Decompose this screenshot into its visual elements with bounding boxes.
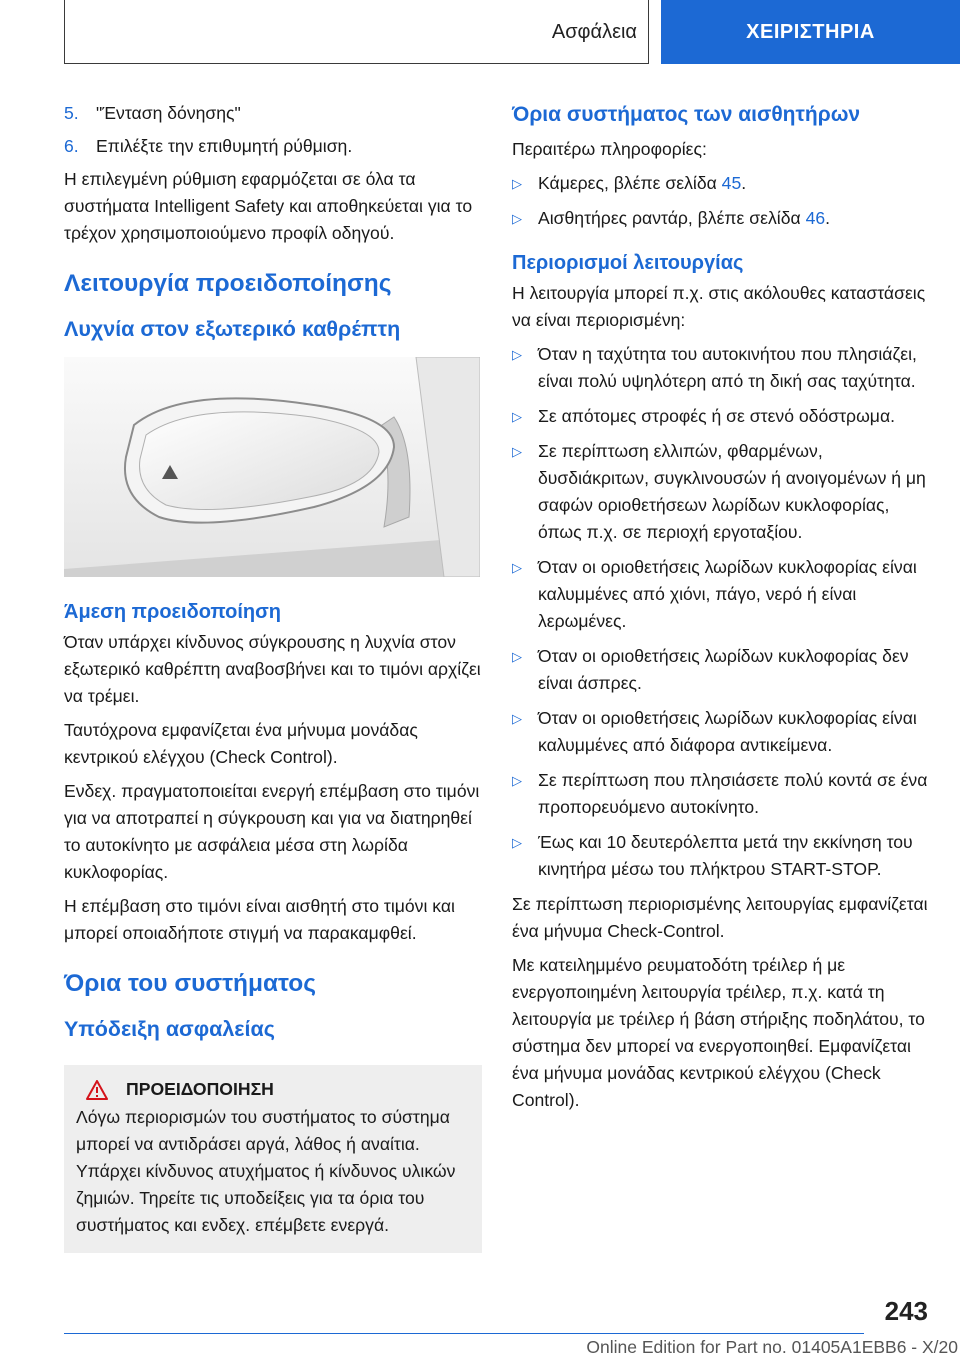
step-text: Επιλέξτε την επιθυμητή ρύθμιση. [96,136,353,156]
list-item [512,438,930,546]
more-info-label: Περαιτέρω πληροφορίες: [512,139,707,159]
list-item [512,767,930,821]
right-column [512,100,930,1121]
intro-paragraph: Η επιλεγμένη ρύθμιση εφαρμόζεται σε όλα τα συστήματα Intelligent Safety και αποθηκεύεται για το τρέχον χρησιμοποιούμενο προφίλ οδηγού. [64,169,473,243]
bullet-icon: ▷ [512,211,522,226]
list-item-text: Όταν οι οριοθετήσεις λωρίδων κυκλοφορίας είναι καλυμμένες από χιόνι, πάγο, νερό ή είναι λερωμένες. [538,557,917,631]
reference-text: Κάμερες, βλέπε σελίδα [538,173,722,193]
bullet-icon: ▷ [512,773,522,788]
paragraph: Ταυτόχρονα εμφανίζεται ένα μήνυμα μονάδας κεντρικού ελέγχου (Check Control). [64,720,418,767]
list-item-text: Όταν οι οριοθετήσεις λωρίδων κυκλοφορίας είναι καλυμμένες από διάφορα αντικείμενα. [538,708,917,755]
heading-function-limits: Περιορισμοί λειτουργίας [512,252,744,274]
heading-safety-note: Υπόδειξη ασφαλείας [64,1017,275,1041]
footer-divider [64,1333,864,1334]
paragraph: Ενδεχ. πραγματοποιείται ενεργή επέμβαση στο τιμόνι για να αποτραπεί η σύγκρουση και για να διατηρηθεί το αυτοκίνητο με ασφάλεια μέσα στη λωρίδα κυκλοφορίας. [64,781,480,882]
bullet-icon: ▷ [512,176,522,191]
paragraph: Η επέμβαση στο τιμόνι είναι αισθητή στο τιμόνι και μπορεί οποιαδήποτε στιγμή να παρακαμφθεί. [64,896,455,943]
footer-edition: Online Edition for Part no. 01405A1EBB6 - X/20 [586,1337,958,1357]
list-item [512,829,930,883]
paragraph: Η λειτουργία μπορεί π.χ. στις ακόλουθες καταστάσεις να είναι περιορισμένη: [512,283,926,330]
step-item [64,100,482,127]
list-item-text: Έως και 10 δευτερόλεπτα μετά την εκκίνηση του κινητήρα μέσω του πλήκτρου START-STOP. [538,832,913,879]
reference-suffix: . [741,173,747,193]
step-number: 6. [64,136,79,156]
bullet-icon: ▷ [512,649,522,664]
list-item [512,554,930,635]
bullet-icon: ▷ [512,347,522,362]
heading-mirror-lamp: Λυχνία στον εξωτερικό καθρέπτη [64,317,401,341]
warning-header [76,1079,470,1100]
reference-suffix: . [825,208,831,228]
page-link[interactable]: 45 [721,173,742,193]
page-link[interactable]: 46 [805,208,826,228]
list-item-text: Σε περίπτωση που πλησιάσετε πολύ κοντά σε ένα προπορευόμενο αυτοκίνητο. [538,770,928,817]
bullet-icon: ▷ [512,444,522,459]
mirror-illustration [64,357,480,577]
bullet-icon: ▷ [512,835,522,850]
paragraph: Σε περίπτωση περιορισμένης λειτουργίας εμφανίζεται ένα μήνυμα Check-Control. [512,894,928,941]
list-item-text: Σε περίπτωση ελλιπών, φθαρμένων, δυσδιάκριτων, συγκλινουσών ή ανοιγομένων ή μη σαφών οριοθετήσεων λωρίδων κυκλοφορίας, όπως π.χ. σε περιοχή εργοταξίου. [538,441,926,542]
list-item [512,403,930,430]
step-number: 5. [64,103,79,123]
warning-title: ΠΡΟΕΙΔΟΠΟΙΗΣΗ [126,1079,274,1099]
reference-text: Αισθητήρες ραντάρ, βλέπε σελίδα [538,208,806,228]
list-item [512,341,930,395]
heading-sensor-limits: Όρια συστήματος των αισθητήρων [512,103,861,126]
reference-item [512,170,930,197]
chapter-tab: ΧΕΙΡΙΣΤΗΡΙΑ [661,0,960,64]
paragraph: Με κατειλημμένο ρευματοδότη τρέιλερ ή με ενεργοποιημένη λειτουργία τρέιλερ, π.χ. κατά τη λειτουργία με τρέιλερ ή βάση στήριξης ποδηλάτου, το σύστημα δεν μπορεί να ενεργοποιηθεί. Εμφανίζεται ένα μήνυμα μονάδας κεντρικού ελέγχου (Check Control). [512,955,925,1110]
side-mirror-image [64,357,480,577]
bullet-icon: ▷ [512,409,522,424]
list-item-text: Όταν η ταχύτητα του αυτοκινήτου που πλησιάζει, είναι πολύ υψηλότερη από τη δική σας ταχύτητα. [538,344,917,391]
list-item-text: Σε απότομες στροφές ή σε στενό οδόστρωμα. [538,406,896,426]
paragraph: Όταν υπάρχει κίνδυνος σύγκρουσης η λυχνία στον εξωτερικό καθρέπτη αναβοσβήνει και το τιμόνι αρχίζει να τρέμει. [64,632,481,706]
warning-box [64,1065,482,1253]
warning-text: Λόγω περιορισμών του συστήματος το σύστημα μπορεί να αντιδράσει αργά, λάθος ή αναίτια. Υπάρχει κίνδυνος ατυχήματος ή κίνδυνος υλικών ζημιών. Τηρείτε τις υποδείξεις για τα όρια του συστήματος και ενδεχ. επέμβετε ενεργά. [76,1107,456,1235]
page-number: 243 [884,1296,928,1326]
bullet-icon: ▷ [512,711,522,726]
list-item-text: Όταν οι οριοθετήσεις λωρίδων κυκλοφορίας δεν είναι άσπρες. [538,646,909,693]
step-item [64,133,482,160]
heading-warning-function: Λειτουργία προειδοποίησης [64,270,392,297]
left-column [64,100,482,1253]
step-text: "Ένταση δόνησης" [96,103,241,123]
bullet-icon: ▷ [512,560,522,575]
heading-system-limits: Όρια του συστήματος [64,970,317,997]
warning-triangle-icon [86,1080,108,1100]
reference-item [512,205,930,232]
heading-immediate-warning: Άμεση προειδοποίηση [64,601,282,623]
list-item [512,643,930,697]
section-title: Ασφάλεια [551,20,637,43]
list-item [512,705,930,759]
